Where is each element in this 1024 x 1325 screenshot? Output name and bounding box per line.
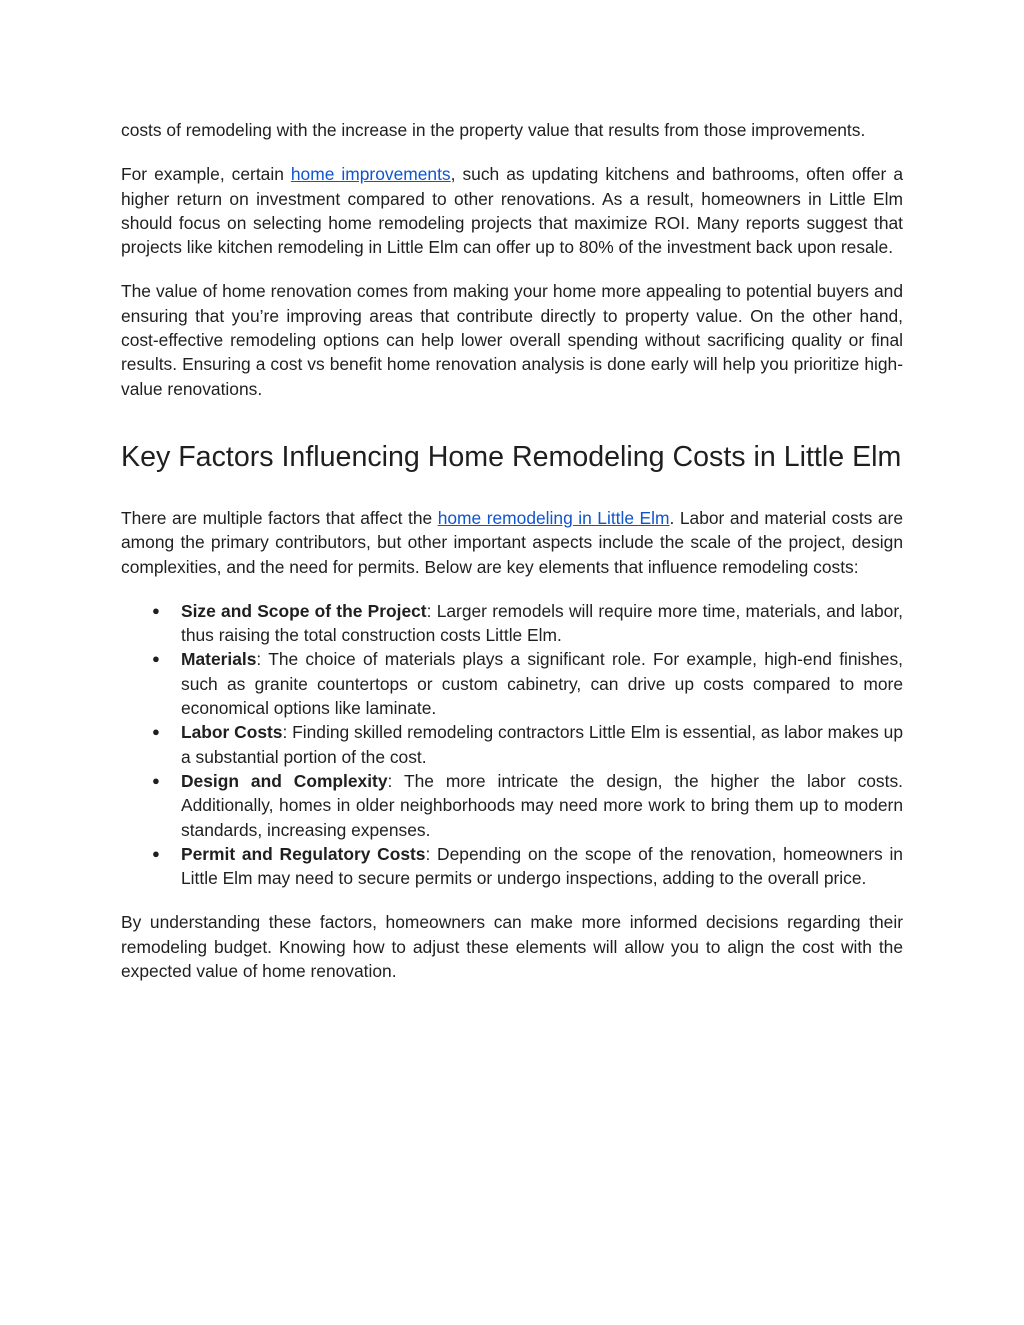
list-item [121,599,903,648]
conclusion-paragraph: By understanding these factors, homeowners can make more informed decisions regarding their remodeling budget. Knowing how to adjust these elements will allow you to align the cost with the expected value of home renovation. [121,912,903,982]
factor-term: Permit and Regulatory Costs [181,843,426,864]
list-item [121,720,903,769]
factor-term: Size and Scope of the Project [181,600,427,621]
factor-description: : Larger remodels will require more time, materials, and labor, thus raising the total construction costs Little Elm. [181,600,903,646]
bullet-icon: ● [152,602,160,618]
list-item [121,647,903,720]
section-heading: Key Factors Influencing Home Remodeling Costs in Little Elm [121,440,902,473]
factor-description: : Finding skilled remodeling contractors Little Elm is essential, as labor makes up a substantial portion of the cost. [181,722,904,767]
section-intro-paragraph [121,506,903,579]
example-paragraph [121,162,903,259]
section-intro-before-link: There are multiple factors that affect the [121,507,438,528]
home-remodeling-little-elm-link[interactable]: home remodeling in Little Elm [437,507,670,528]
factor-description: : Depending on the scope of the renovation, homeowners in Little Elm may need to secure permits or undergo inspections, adding to the overall price. [181,843,903,889]
factor-term: Design and Complexity [181,770,388,791]
factor-term: Materials [181,649,257,670]
value-paragraph: The value of home renovation comes from making your home more appealing to potential buyers and ensuring that you’re improving areas that contribute directly to property value. On the other hand, cost-effective remodeling options can help lower overall spending without sacrificing quality or final results. Ensuring a cost vs benefit home renovation analysis is done early will help you prioritize high-value renovations. [121,281,903,399]
factors-list [121,599,903,891]
bullet-icon: ● [152,651,160,667]
factor-description: : The choice of materials plays a significant role. For example, high-end finishes, such as granite countertops or custom cabinetry, can drive up costs compared to more economical options like laminate. [181,649,903,719]
section-intro-after-link: . Labor and material costs are among the primary contributors, but other important aspects include the scale of the project, design complexities, and the need for permits. Below are key elements that influence remodeling costs: [121,507,903,577]
example-text-after-link: , such as updating kitchens and bathrooms, often offer a higher return on investment compared to other renovations. As a result, homeowners in Little Elm should focus on selecting home remodeling projects that maximize ROI. Many reports suggest that projects like kitchen remodeling in Little Elm can offer up to 80% of the investment back upon resale. [121,164,904,258]
document-page [121,118,903,983]
bullet-icon: ● [152,845,160,861]
factor-term: Labor Costs [181,722,283,743]
home-improvements-link[interactable]: home improvements [290,164,451,185]
factor-description: : The more intricate the design, the higher the labor costs. Additionally, homes in older neighborhoods may need more work to bring them up to modern standards, increasing expenses. [181,770,903,840]
list-item [121,842,903,891]
bullet-icon: ● [152,724,160,740]
bullet-icon: ● [152,772,160,788]
list-item [121,769,903,842]
example-text-before-link: For example, certain [121,164,291,185]
intro-continuation-paragraph: costs of remodeling with the increase in the property value that results from those improvements. [121,120,866,140]
